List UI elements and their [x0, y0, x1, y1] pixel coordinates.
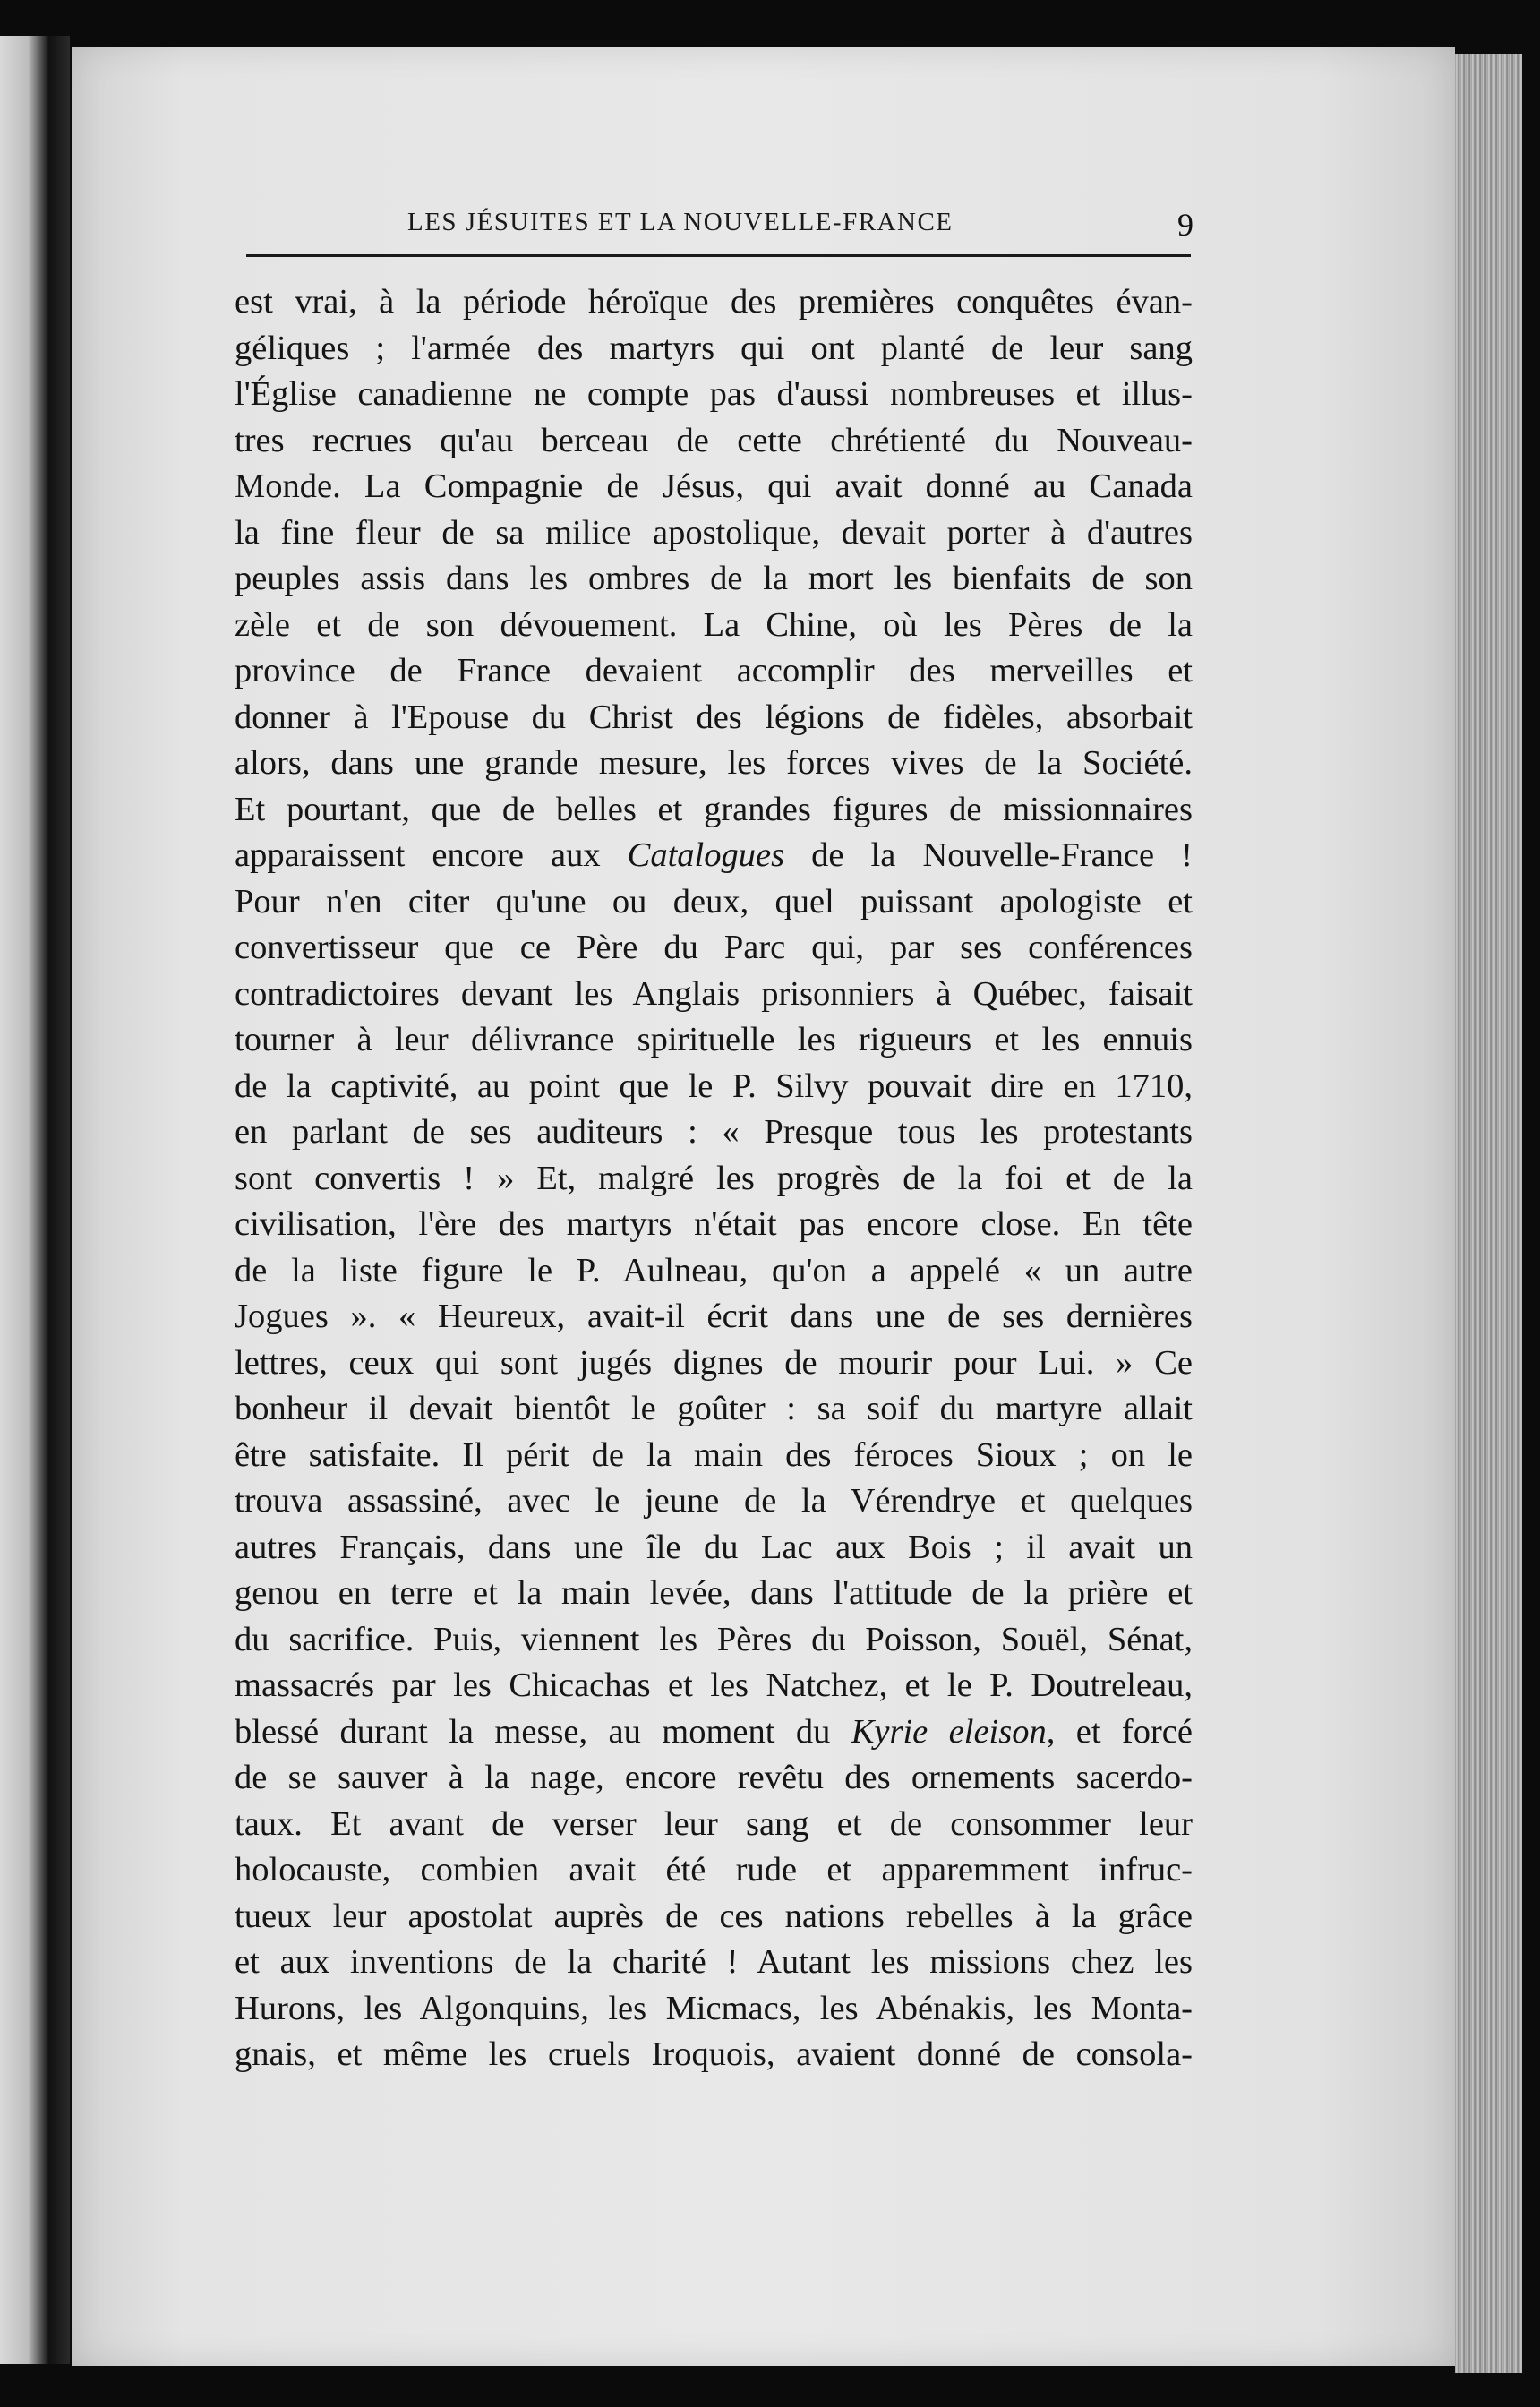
text-line-with-italic [235, 833, 1193, 879]
text-line: gnais, et même les cruels Iroquois, avaient donné de consola- [235, 2035, 1193, 2073]
header-rule [246, 254, 1191, 257]
text-line: l'Église canadienne ne compte pas d'aussi nombreuses et illus- [235, 375, 1193, 413]
text-line: tres recrues qu'au berceau de cette chrétienté du Nouveau- [235, 421, 1193, 459]
text-line: alors, dans une grande mesure, les forces vives de la Société. [235, 744, 1193, 782]
text-line: de la liste figure le P. Aulneau, qu'on a appelé « un autre [235, 1251, 1193, 1289]
text-line: est vrai, à la période héroïque des premières conquêtes évan- [235, 283, 1193, 321]
text-segment: de la Nouvelle-France ! [784, 836, 1193, 874]
text-line: Pour n'en citer qu'une ou deux, quel puissant apologiste et [235, 882, 1193, 921]
page-number: 9 [1177, 207, 1194, 243]
text-line-with-italic [235, 1709, 1193, 1756]
body-text [235, 279, 1193, 2078]
text-line: du sacrifice. Puis, viennent les Pères du Poisson, Souël, Sénat, [235, 1620, 1193, 1658]
text-line: sont convertis ! » Et, malgré les progrès de la foi et de la [235, 1159, 1193, 1197]
text-line: Hurons, les Algonquins, les Micmacs, les Abénakis, les Monta- [235, 1989, 1193, 2027]
text-line: la fine fleur de sa milice apostolique, devait porter à d'autres [235, 513, 1193, 552]
italic-phrase: Kyrie eleison, [851, 1712, 1056, 1751]
text-line: convertisseur que ce Père du Parc qui, par ses conférences [235, 929, 1193, 966]
text-line: province de France devaient accomplir des merveilles et [235, 652, 1193, 690]
text-line: civilisation, l'ère des martyrs n'était pas encore close. En tête [235, 1205, 1193, 1243]
text-line: genou en terre et la main levée, dans l'attitude de la prière et [235, 1574, 1193, 1612]
text-line: géliques ; l'armée des martyrs qui ont planté de leur sang [235, 329, 1193, 367]
italic-title: Catalogues [627, 836, 785, 874]
text-line: tueux leur apostolat auprès de ces nations rebelles à la grâce [235, 1897, 1193, 1935]
text-line: en parlant de ses auditeurs : « Presque tous les protestants [235, 1113, 1193, 1151]
text-line: bonheur il devait bientôt le goûter : sa soif du martyre allait [235, 1390, 1193, 1427]
text-line: peuples assis dans les ombres de la mort les bienfaits de son [235, 560, 1193, 597]
running-head [242, 206, 1194, 251]
text-line: Jogues ». « Heureux, avait-il écrit dans une de ses dernières [235, 1298, 1193, 1335]
text-line: lettres, ceux qui sont jugés dignes de mourir pour Lui. » Ce [235, 1343, 1193, 1382]
text-segment: et forcé [1055, 1712, 1193, 1751]
text-line: être satisfaite. Il périt de la main des féroces Sioux ; on le [235, 1435, 1193, 1474]
text-line: donner à l'Epouse du Christ des légions de fidèles, absorbait [235, 698, 1193, 736]
text-line: holocauste, combien avait été rude et apparemment infruc- [235, 1851, 1193, 1889]
text-line: tourner à leur délivrance spirituelle les rigueurs et les ennuis [235, 1021, 1193, 1058]
text-line: de la captivité, au point que le P. Silvy pouvait dire en 1710, [235, 1066, 1193, 1105]
text-line: Monde. La Compagnie de Jésus, qui avait donné au Canada [235, 467, 1193, 505]
text-line: et aux inventions de la charité ! Autant les missions chez les [235, 1943, 1193, 1981]
header-title: LES JÉSUITES ET LA NOUVELLE-FRANCE [407, 208, 954, 236]
text-line: massacrés par les Chicachas et les Natchez, et le P. Doutreleau, [235, 1666, 1193, 1704]
text-line: zèle et de son dévouement. La Chine, où les Pères de la [235, 605, 1193, 644]
text-line: de se sauver à la nage, encore revêtu des ornements sacerdo- [235, 1759, 1193, 1796]
text-line: contradictoires devant les Anglais prisonniers à Québec, faisait [235, 974, 1193, 1013]
text-segment: apparaissent encore aux [235, 836, 628, 874]
text-line: trouva assassiné, avec le jeune de la Vérendrye et quelques [235, 1482, 1193, 1520]
text-line: Et pourtant, que de belles et grandes figures de missionnaires [235, 790, 1193, 828]
previous-page-edge [0, 36, 70, 2364]
text-segment: blessé durant la messe, au moment du [235, 1712, 851, 1751]
text-line: autres Français, dans une île du Lac aux Bois ; il avait un [235, 1528, 1193, 1566]
page-stack-edge [1455, 54, 1522, 2373]
text-line: taux. Et avant de verser leur sang et de consommer leur [235, 1804, 1193, 1843]
